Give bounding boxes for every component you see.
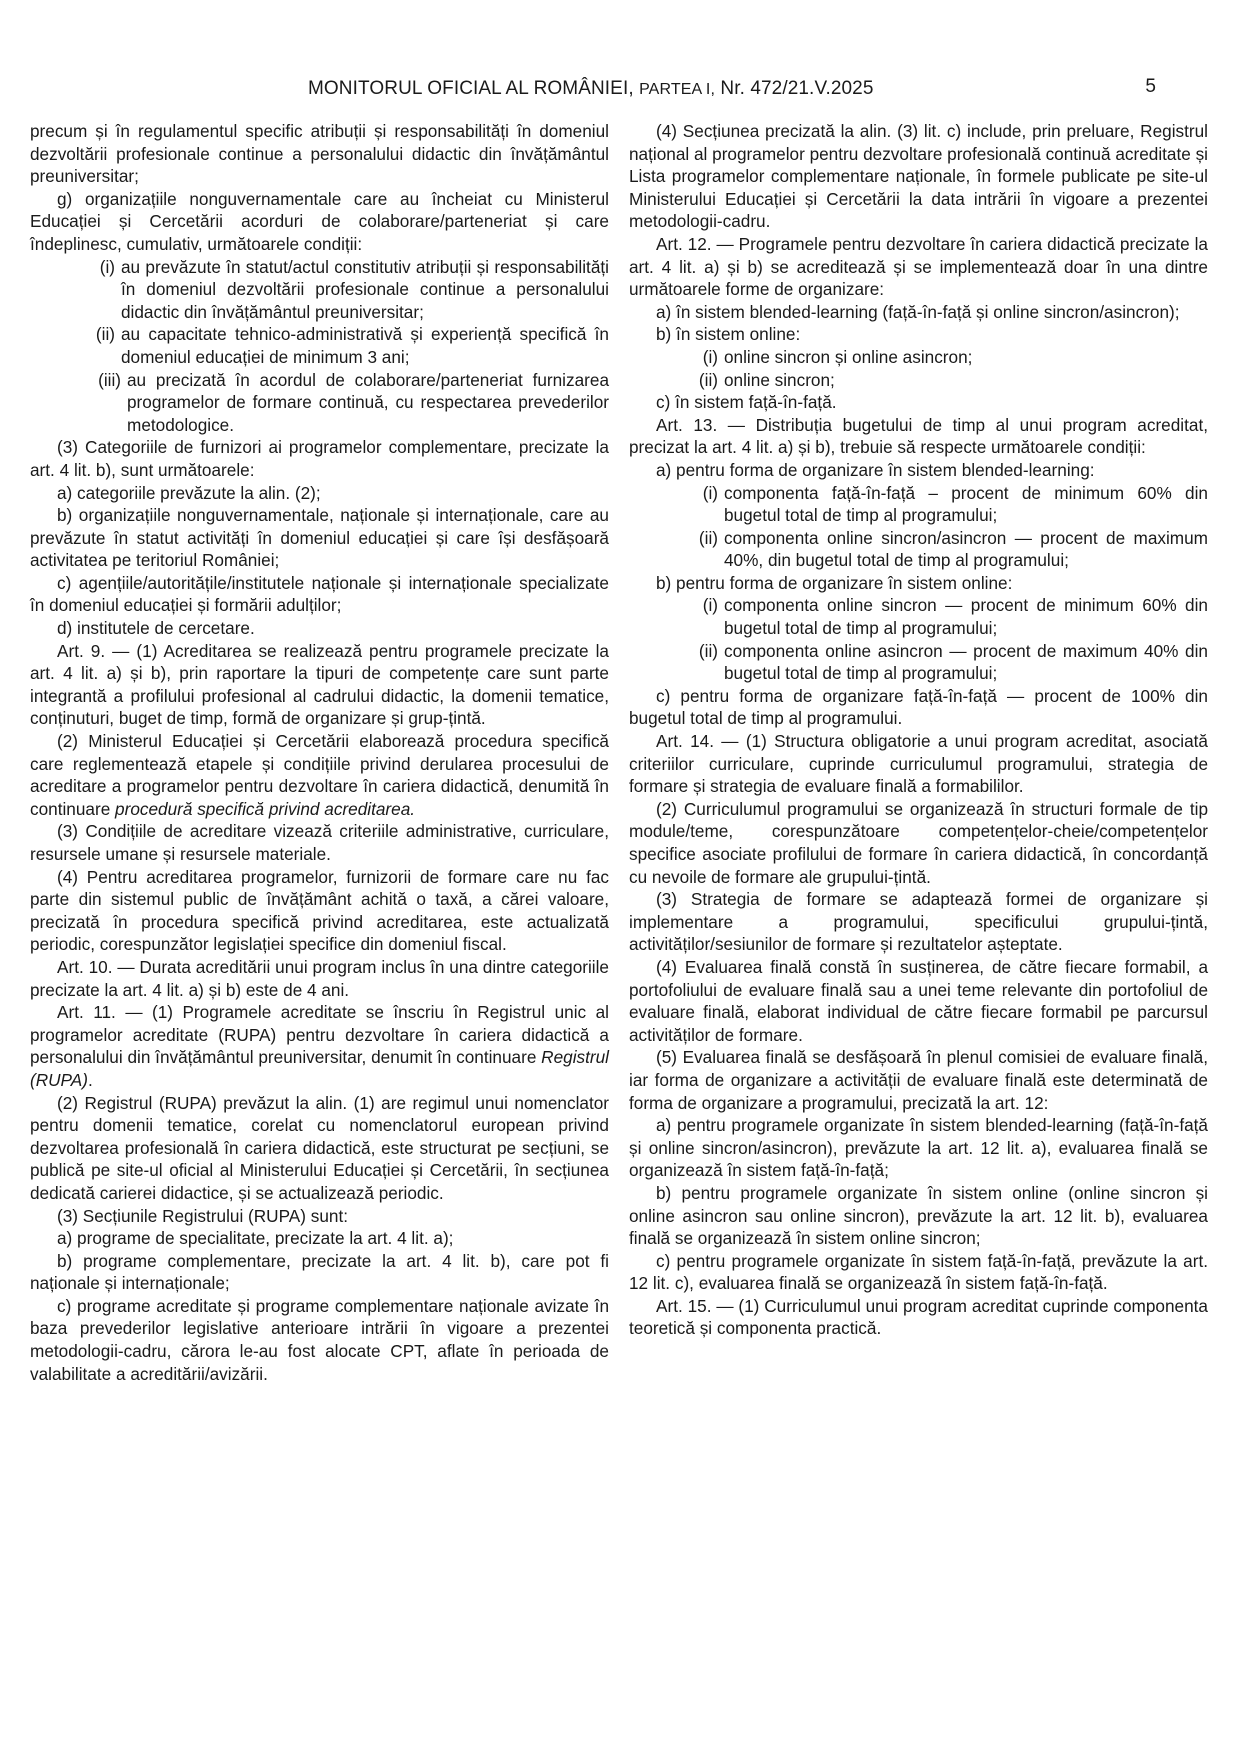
paragraph: a) categoriile prevăzute la alin. (2);	[57, 482, 321, 503]
list-item-text: online sincron;	[724, 369, 835, 390]
list-item-number: (i)	[99, 256, 115, 277]
paragraph: c) pentru forma de organizare față-în-față — procent de 100% din bugetul total de timp al programului.	[629, 685, 1208, 729]
paragraph: c) agențiile/autoritățile/institutele naționale și internaționale specializate în domeniul educației și formării adulților;	[30, 572, 609, 616]
paragraph: (4) Secțiunea precizată la alin. (3) lit. c) include, prin preluare, Registrul național al programelor pentru dezvoltare profesională continuă acreditate și Lista programelor complementare naționale, în formele publicate pe site-ul Ministerului Educației și Cercetării la data intrării în vigoare a prezentei metodologii-cadru.	[629, 121, 1208, 232]
list-item-number: (ii)	[698, 527, 718, 548]
paragraph: c) programe acreditate și programe complementare naționale avizate în baza prevederilor legislative anterioare intrării în vigoare a prezentei metodologii-cadru, cărora le-au fost alocate CPT, aflate în perioada de valabilitate a acreditării/avizării.	[30, 1295, 609, 1384]
paragraph: Art. 13. — Distribuția bugetului de timp al unui program acreditat, precizat la art. 4 lit. a) și b), trebuie să respecte următoarele condiții:	[629, 414, 1208, 458]
paragraph: g) organizațiile nonguvernamentale care au încheiat cu Ministerul Educației și Cercetării acorduri de colaborare/parteneriat și care îndeplinesc, cumulativ, următoarele condiții:	[30, 188, 609, 254]
gazette-name: MONITORUL OFICIAL AL ROMÂNIEI,	[308, 78, 634, 99]
paragraph: a) pentru forma de organizare în sistem blended-learning:	[656, 459, 1095, 480]
paragraph: (3) Strategia de formare se adaptează formei de organizare și implementare a programului, specificului grupului-țintă, activităților/sesiunilor de formare și rezultatelor așteptate.	[629, 889, 1208, 955]
list-item-number: (i)	[702, 595, 718, 616]
paragraph: c) pentru programele organizate în sistem față-în-față, prevăzute la art. 12 lit. c), evaluarea finală se organizează în sistem față-în-față.	[629, 1250, 1208, 1294]
list-item	[629, 346, 1208, 369]
list-item-number: (i)	[702, 346, 718, 367]
list-item	[629, 594, 1208, 639]
paragraph-end: .	[87, 1069, 93, 1090]
list-item-text: componenta față-în-față – procent de minimum 60% din bugetul total de timp al programului;	[724, 482, 1208, 526]
paragraph: b) programe complementare, precizate la art. 4 lit. b), care pot fi naționale și internaționale;	[30, 1250, 609, 1294]
page-header	[0, 78, 1240, 104]
list-item	[30, 369, 609, 437]
list-item-number: (iii)	[98, 369, 121, 390]
paragraph: (3) Categoriile de furnizori ai programelor complementare, precizate la art. 4 lit. b), sunt următoarele:	[30, 437, 609, 480]
paragraph	[30, 1001, 609, 1091]
paragraph: Art. 12. — Programele pentru dezvoltare în cariera didactică precizate la art. 4 lit. a) și b) se acreditează și se implementează doar în una dintre următoarele forme de organizare:	[629, 233, 1208, 300]
list-item-text: au capacitate tehnico-administrativă și experiență specifică în domeniul educației de minimum 3 ani;	[121, 324, 609, 367]
paragraph: b) organizațiile nonguvernamentale, naționale și internaționale, care au prevăzute în statut activități în domeniul educației și care își desfășoară activitatea pe teritoriul României;	[30, 505, 609, 571]
paragraph: precum și în regulamentul specific atribuții și responsabilități în domeniul dezvoltării profesionale continue a personalului didactic din învățământul preuniversitar;	[30, 121, 609, 187]
paragraph	[30, 730, 609, 820]
paragraph: a) pentru programele organizate în sistem blended-learning (față-în-față și online sincron/asincron), prevăzute la art. 12 lit. a), evaluarea finală se organizează în sistem față-în-față;	[629, 1115, 1208, 1181]
list-item	[629, 369, 1208, 392]
paragraph: b) în sistem online:	[656, 324, 801, 345]
paragraph: (4) Evaluarea finală constă în susținerea, de către fiecare formabil, a portofoliului de evaluare finală sau a unei teme relevante din portofoliul de evaluare finală, elaborat individual de către fiecare formabil pe parcursul activităților de formare.	[629, 956, 1208, 1045]
paragraph: a) programe de specialitate, precizate la art. 4 lit. a);	[57, 1228, 454, 1249]
paragraph: (3) Secțiunile Registrului (RUPA) sunt:	[57, 1205, 349, 1226]
paragraph: c) în sistem față-în-față.	[656, 392, 837, 413]
paragraph: Art. 15. — (1) Curriculumul unui program acreditat cuprinde componenta teoretică și componenta practică.	[629, 1295, 1208, 1339]
list-item-number: (i)	[702, 482, 718, 503]
paragraph: Art. 10. — Durata acreditării unui program inclus în una dintre categoriile precizate la art. 4 lit. a) și b) este de 4 ani.	[30, 956, 609, 1000]
gazette-issue: Nr. 472/21.V.2025	[720, 78, 874, 99]
paragraph: (4) Pentru acreditarea programelor, furnizorii de formare care nu fac parte din sistemul public de învățământ achită o taxă, a cărei valoare, precizată în procedura specifică privind acreditarea, este actualizată periodic, corespunzător legislației specifice din domeniul fiscal.	[30, 866, 609, 955]
right-column	[629, 120, 1208, 1340]
paragraph: b) pentru programele organizate în sistem online (online sincron și online asincron sau online sincron), prevăzute la art. 12 lit. b), evaluarea finală se organizează în sistem online sincron;	[629, 1182, 1208, 1249]
list-item	[629, 527, 1208, 572]
list-item	[30, 256, 609, 324]
list-item-number: (ii)	[95, 324, 115, 345]
paragraph: (2) Registrul (RUPA) prevăzut la alin. (1) are regimul unui nomenclator pentru domenii tematice, corelat cu nomenclatorul european privind dezvoltarea profesională în cariera didactică, este structurat pe secțiuni, se publică pe site-ul oficial al Ministerului Educației și Cercetării, în secțiunea dedicată carierei didactice, și se actualizează periodic.	[30, 1092, 609, 1203]
left-column	[30, 120, 609, 1385]
paragraph-emphasis: Registrul (RUPA)	[30, 1047, 609, 1090]
paragraph: (2) Curriculumul programului se organizează în structuri formale de tip module/teme, corespunzătoare competențelor-cheie/competențelor specifice asociate profilului de formare în cariera didactică, în concordanță cu nevoile de formare ale grupului-țintă.	[629, 798, 1208, 887]
paragraph: a) în sistem blended-learning (față-în-față și online sincron/asincron);	[656, 301, 1180, 322]
list-item-text: componenta online asincron — procent de maximum 40% din bugetul total de timp al programului;	[724, 640, 1208, 684]
list-item	[629, 482, 1208, 527]
list-item	[30, 323, 609, 368]
paragraph: (3) Condițiile de acreditare vizează criteriile administrative, curriculare, resursele umane și resursele materiale.	[30, 821, 609, 864]
gazette-part: PARTEA I,	[639, 81, 715, 98]
list-item	[629, 640, 1208, 685]
paragraph-emphasis: procedură specifică privind acreditarea.	[115, 798, 416, 819]
list-item-text: componenta online sincron/asincron — procent de maximum 40%, din bugetul total de timp al programului;	[724, 527, 1208, 571]
list-item-number: (ii)	[698, 640, 718, 661]
paragraph-text: (2) Ministerul Educației și Cercetării elaborează procedura specifică care reglementează etapele și condițiile privind derularea procesului de acreditare a programelor pentru dezvoltare în cariera didactică, denumită în continuare	[30, 731, 609, 819]
list-item-text: componenta online sincron — procent de minimum 60% din bugetul total de timp al programului;	[724, 595, 1208, 639]
list-item-text: online sincron și online asincron;	[724, 346, 973, 367]
page-number: 5	[1145, 76, 1156, 97]
paragraph: (5) Evaluarea finală se desfășoară în plenul comisiei de evaluare finală, iar forma de organizare a activității de evaluare finală este determinată de forma de organizare a programului, precizată la art. 12:	[629, 1047, 1208, 1113]
paragraph: d) institutele de cercetare.	[57, 618, 255, 639]
list-item-text: au precizată în acordul de colaborare/parteneriat furnizarea programelor de formare continuă, cu respectarea prevederilor metodologice.	[127, 369, 609, 435]
paragraph-text: Art. 11. — (1) Programele acreditate se înscriu în Registrul unic al programelor acreditate (RUPA) pentru dezvoltare în cariera didactică a personalului din învățământul preuniversitar, denumit în continuare	[30, 1002, 609, 1068]
paragraph: b) pentru forma de organizare în sistem online:	[656, 572, 1013, 593]
paragraph: Art. 14. — (1) Structura obligatorie a unui program acreditat, asociată criteriilor curriculare, cuprinde curriculumul programului, strategia de formare și strategia de evaluare finală a formabililor.	[629, 731, 1208, 797]
gazette-title	[308, 78, 874, 100]
list-item-number: (ii)	[698, 369, 718, 390]
list-item-text: au prevăzute în statut/actul constitutiv atribuții și responsabilități în domeniul dezvoltării profesionale continue a personalului didactic din învățământul preuniversitar;	[121, 256, 609, 322]
paragraph: Art. 9. — (1) Acreditarea se realizează pentru programele precizate la art. 4 lit. a) și b), prin raportare la tipuri de competențe care sunt parte integrantă a profilului profesional al cadrului didactic, la domenii tematice, conținuturi, buget de timp, formă de organizare și grup-țintă.	[30, 640, 609, 729]
